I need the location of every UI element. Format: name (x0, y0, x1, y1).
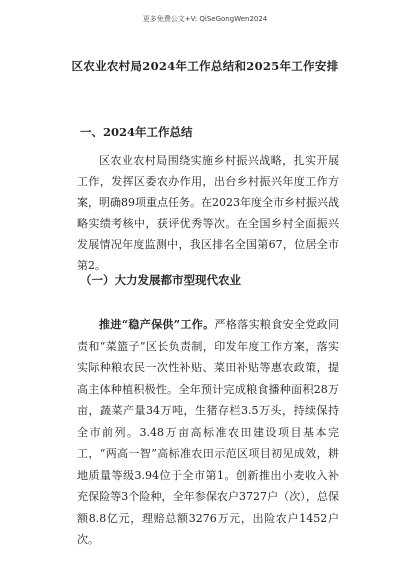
paragraph-body: 严格落实粮食安全党政同责和“菜篮子”区长负责制，印发年度工作方案，落实实际种粮农民一次性补贴、菜田补贴等惠农政策，提高主体种植积极性。全年预计完成粮食播种面积28万亩，蔬菜产量34万吨，生猪存栏3.5万头，持续保持全市前列。3.48万亩高标准农田建设项目基本完工，“两高一智”高标准农田示范区项目初见成效，耕地质量等级3.94位于全市第1。创新推出小麦收入补充保险等3个险种，全年参保农户3727户（次），总保额8.8亿元，理赔总额3276万元，出险农户1452户次。 (77, 318, 340, 546)
subsection-heading: （一）大力发展都市型现代农业 (80, 273, 241, 287)
paragraph-lead: 推进“稳产保供”工作。 (99, 318, 215, 331)
subsection-paragraph (77, 314, 339, 551)
header-note: 更多免费公文+V: QiSeGongWen2024 (142, 15, 268, 23)
document-title: 区农业农村局2024年工作总结和2025年工作安排 (71, 59, 339, 73)
section-paragraph: 区农业农村局围绕实施乡村振兴战略，扎实开展工作，发挥区委农办作用，出台乡村振兴年度工作方案，明确89项重点任务。在2023年度全市乡村振兴战略实绩考核中，获评优秀等次。在全国乡村全面振兴发展情况年度监测中，我区排名全国第67，位居全市第2。 (77, 154, 339, 272)
section-heading: 一、2024年工作总结 (80, 125, 193, 139)
